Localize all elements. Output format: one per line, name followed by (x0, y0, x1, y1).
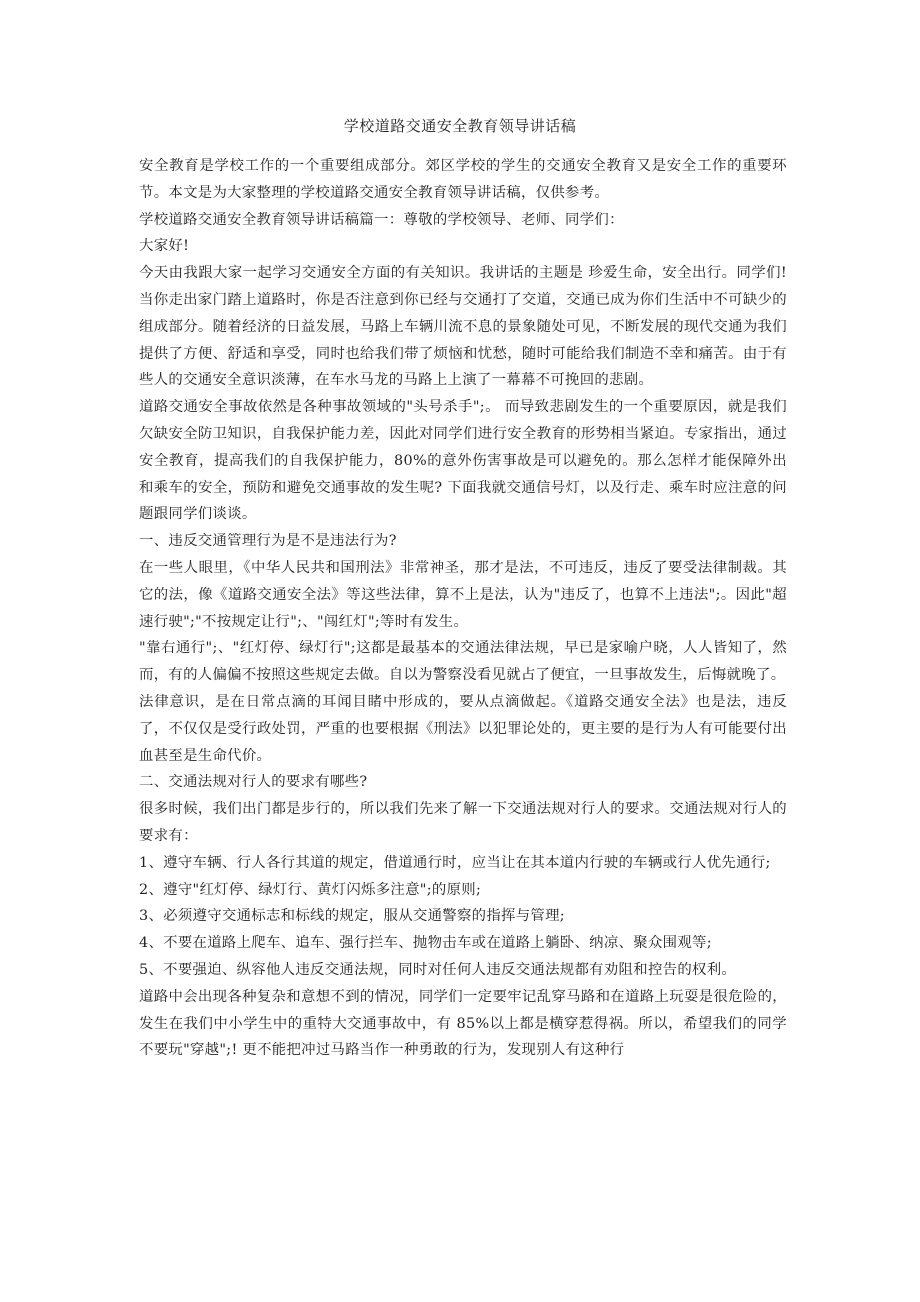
paragraph-crossing-warning: 道路中会出现各种复杂和意想不到的情况，同学们一定要牢记乱穿马路和在道路上玩耍是很危险的，发生在我们中小学生中的重特大交通事故中，有 85%以上都是横穿惹得祸。所以，希望我们的同学不要玩"穿越";! 更不能把冲过马路当作一种勇敢的行为，发现别人有这种行 (139, 988, 787, 1059)
list-item-rule-3: 3、必须遵守交通标志和标线的规定，服从交通警察的指挥与管理; (139, 908, 565, 925)
list-item-rule-1: 1、遵守车辆、行人各行其道的规定，借道通行时，应当让在其本道内行驶的车辆或行人优先通行; (139, 854, 771, 871)
list-item-rule-4: 4、不要在道路上爬车、追车、强行拦车、抛物击车或在道路上躺卧、纳凉、聚众围观等; (139, 935, 712, 952)
paragraph-legal-awareness: 法律意识，是在日常点滴的耳闻目睹中形成的，要从点滴做起。《道路交通安全法》也是法，违反了，不仅仅是受行政处罚，严重的也要根据《刑法》以犯罪论处的，更主要的是行为人有可能要付出血甚至是生命代价。 (139, 693, 787, 764)
section-heading-2: 二、交通法规对行人的要求有哪些? (139, 774, 368, 791)
paragraph-theme: 今天由我跟大家一起学习交通安全方面的有关知识。我讲话的主题是 珍爱生命，安全出行。同学们!当你走出家门踏上道路时，你是否注意到你已经与交通打了交道，交通已成为你们生活中不可缺少的组成部分。随着经济的日益发展，马路上车辆川流不息的景象随处可见，不断发展的现代交通为我们提供了方便、舒适和享受，同时也给我们带了烦恼和忧愁，随时可能给我们制造不幸和痛苦。由于有些人的交通安全意识淡薄，在车水马龙的马路上上演了一幕幕不可挽回的悲剧。 (139, 265, 787, 389)
paragraph-basic-rules: "靠右通行";、"红灯停、绿灯行";这都是最基本的交通法律法规，早已是家喻户晓，人人皆知了，然而，有的人偏偏不按照这些规定去做。自以为警察没看见就占了便宜，一旦事故发生，后悔就晚了。 (139, 640, 787, 684)
paragraph-accident-cause: 道路交通安全事故依然是各种事故领域的"头号杀手";。 而导致悲剧发生的一个重要原因，就是我们欠缺安全防卫知识，自我保护能力差，因此对同学们进行安全教育的形势相当紧迫。专家指出，通过安全教育，提高我们的自我保护能力，80%的意外伤害事故是可以避免的。那么怎样才能保障外出和乘车的安全，预防和避免交通事故的发生呢? 下面我就交通信号灯，以及行走、乘车时应注意的问题跟同学们谈谈。 (139, 399, 787, 523)
document-body (139, 153, 787, 1064)
document-title: 学校道路交通安全教育领导讲话稿 (343, 117, 577, 135)
paragraph-intro: 安全教育是学校工作的一个重要组成部分。郊区学校的学生的交通安全教育又是安全工作的重要环节。本文是为大家整理的学校道路交通安全教育领导讲话稿，仅供参考。 (139, 158, 787, 201)
section-heading-1: 一、违反交通管理行为是不是违法行为? (139, 533, 397, 550)
paragraph-pedestrian-intro: 很多时候，我们出门都是步行的，所以我们先来了解一下交通法规对行人的要求。交通法规对行人的要求有： (139, 801, 787, 844)
list-item-rule-5: 5、不要强迫、纵容他人违反交通法规，同时对任何人违反交通法规都有劝阻和控告的权利。 (139, 961, 737, 978)
paragraph-speech-heading: 学校道路交通安全教育领导讲话稿篇一：尊敬的学校领导、老师、同学们： (139, 211, 624, 228)
list-item-rule-2: 2、遵守"红灯停、绿灯行、黄灯闪烁多注意";的原则; (139, 881, 482, 898)
paragraph-law-view: 在一些人眼里，《中华人民共和国刑法》非常神圣，那才是法，不可违反，违反了要受法律制裁。其它的法，像《道路交通安全法》等这些法律，算不上是法，认为"违反了，也算不上违法";。因此"超速行驶";"不按规定让行";、"闯红灯";等时有发生。 (139, 559, 787, 630)
paragraph-greeting: 大家好! (139, 238, 190, 255)
